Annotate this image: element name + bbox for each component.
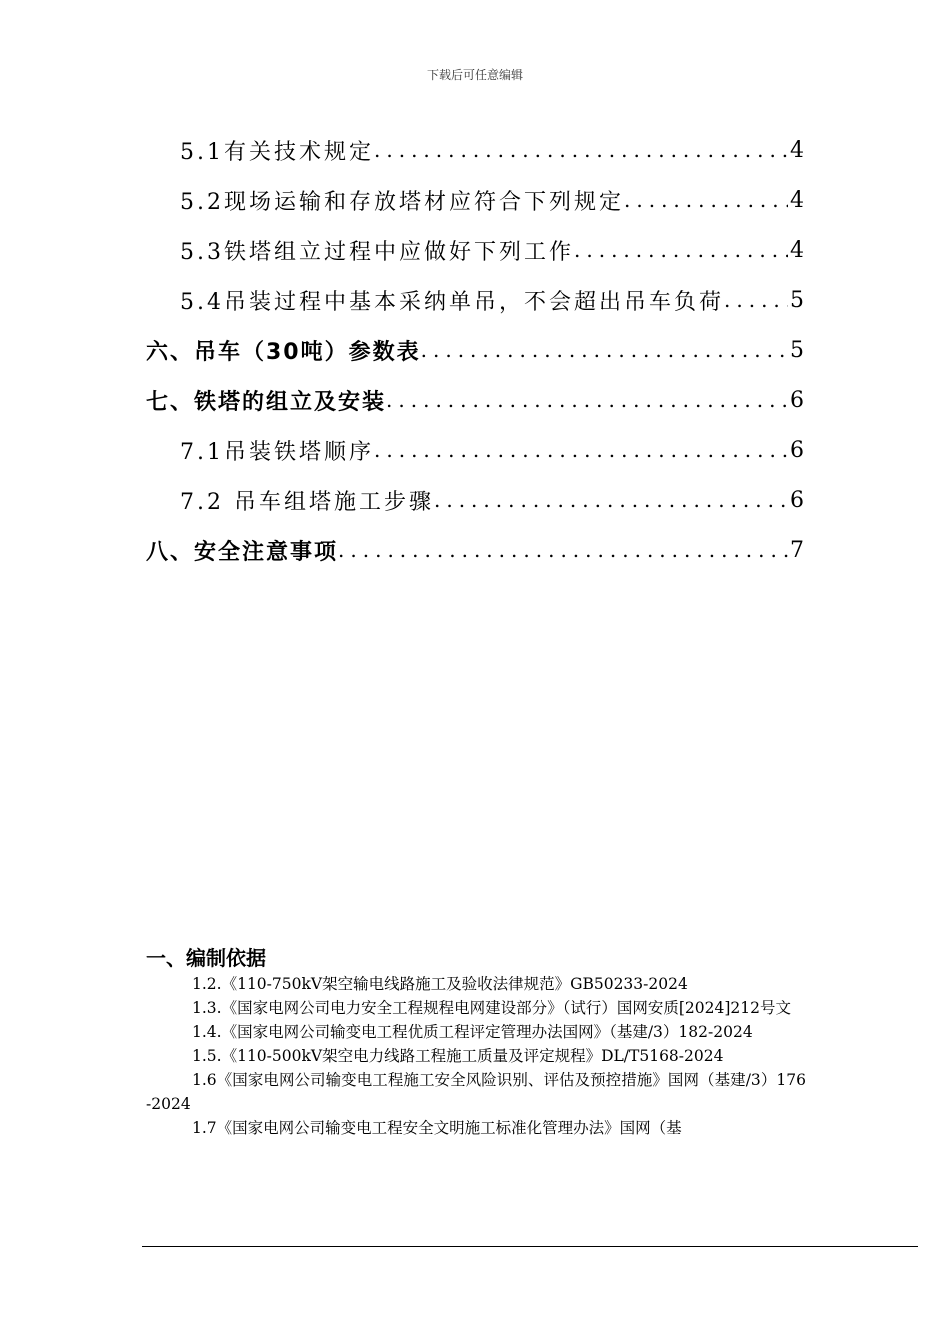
toc-entry-7-1[interactable]: [180, 428, 804, 472]
toc-entry-section-8[interactable]: [146, 528, 804, 572]
compilation-basis-section: [146, 944, 806, 1140]
toc-entry-title: 7.2 吊车组塔施工步骤: [180, 489, 434, 515]
toc-entry-title: 5.3铁塔组立过程中应做好下列工作: [180, 239, 574, 265]
basis-item: 1.6《国家电网公司输变电工程施工安全风险识别、评估及预控措施》国网（基建/3）176-2024: [146, 1071, 806, 1113]
section-heading: 一、编制依据: [146, 946, 266, 970]
basis-item: 1.4.《国家电网公司输变电工程优质工程评定管理办法国网》（基建/3）182-2024: [192, 1023, 753, 1041]
toc-leader-dots: [624, 185, 788, 215]
toc-entry-5-2[interactable]: [180, 178, 804, 222]
page-header-note: 下载后可任意编辑: [426, 68, 523, 82]
toc-leader-dots: [434, 485, 788, 515]
toc-entry-title: 5.1有关技术规定: [180, 139, 374, 165]
toc-entry-title: 7.1吊装铁塔顺序: [180, 439, 374, 465]
toc-leader-dots: [421, 335, 788, 365]
toc-leader-dots: [374, 135, 788, 165]
basis-item: 1.5.《110-500kV架空电力线路工程施工质量及评定规程》DL/T5168-2024: [192, 1047, 724, 1065]
toc-entry-section-7[interactable]: [146, 378, 804, 422]
basis-item: 1.2.《110-750kV架空输电线路施工及验收法律规范》GB50233-2024: [192, 975, 688, 993]
toc-entry-page: 4: [790, 237, 804, 263]
toc-entry-title: 5.4吊装过程中基本采纳单吊，不会超出吊车负荷: [180, 289, 724, 315]
toc-leader-dots: [374, 435, 788, 465]
toc-entry-title: 七、铁塔的组立及安装: [146, 389, 387, 415]
toc-entry-page: 5: [790, 287, 804, 313]
toc-entry-section-6[interactable]: [146, 328, 804, 372]
toc-entry-5-1[interactable]: [180, 128, 804, 172]
toc-entry-page: 5: [790, 337, 804, 363]
toc-entry-5-3[interactable]: [180, 228, 804, 272]
toc-leader-dots: [574, 235, 788, 265]
toc-entry-page: 6: [790, 387, 804, 413]
toc-entry-7-2[interactable]: [180, 478, 804, 522]
footer-divider: [142, 1246, 918, 1247]
toc-leader-dots: [338, 535, 788, 565]
toc-leader-dots: [724, 285, 788, 315]
toc-entry-page: 7: [790, 537, 804, 563]
toc-leader-dots: [386, 385, 788, 415]
toc-entry-5-4[interactable]: [180, 278, 804, 322]
toc-entry-page: 4: [790, 187, 804, 213]
toc-entry-title: 5.2现场运输和存放塔材应符合下列规定: [180, 189, 624, 215]
toc-entry-title: 八、安全注意事项: [146, 539, 339, 565]
toc-entry-page: 4: [790, 137, 804, 163]
toc-entry-page: 6: [790, 487, 804, 513]
toc-entry-title: 六、吊车（30吨）参数表: [146, 339, 421, 365]
basis-item: 1.7《国家电网公司输变电工程安全文明施工标准化管理办法》国网（基: [192, 1119, 682, 1137]
toc-entry-page: 6: [790, 437, 804, 463]
basis-item: 1.3.《国家电网公司电力安全工程规程电网建设部分》（试行）国网安质[2024]212号文: [192, 999, 791, 1017]
